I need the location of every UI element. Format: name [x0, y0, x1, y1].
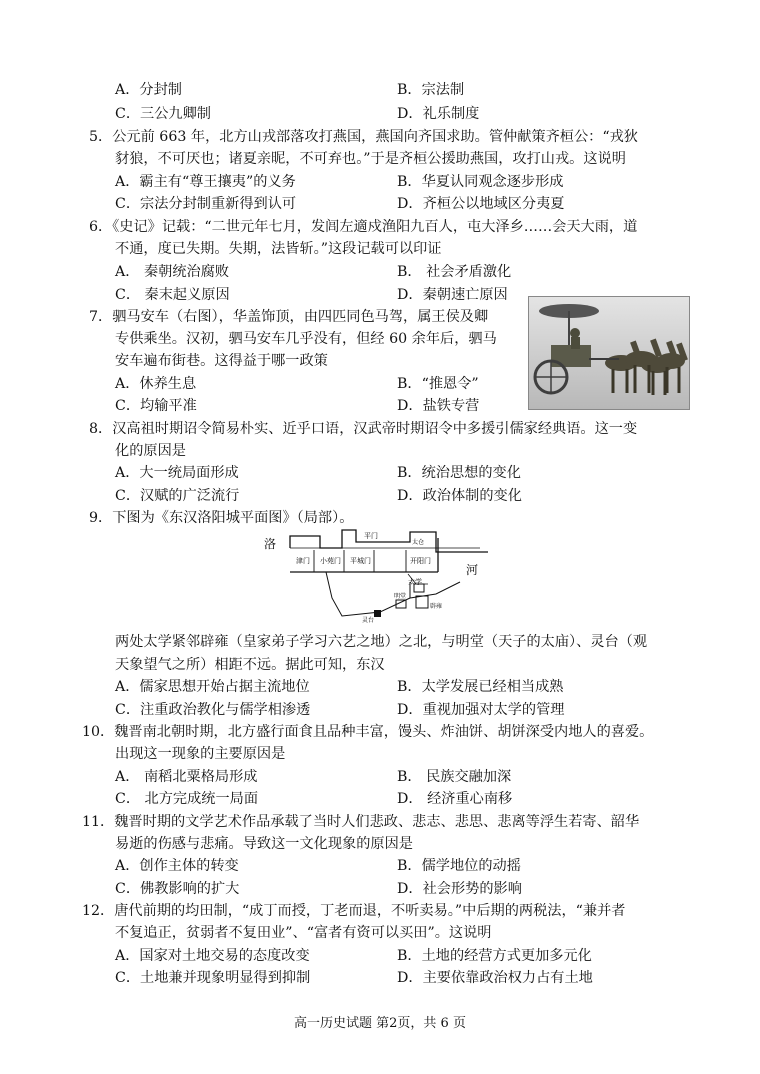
q11-option-c: C．佛教影响的扩大	[115, 881, 240, 897]
q6-option-b: B． 社会矛盾激化	[397, 264, 512, 280]
q12-stem-line-1: 12．唐代前期的均田制，“成丁而授，丁老而退，不听卖易。”中后期的两税法，“兼并者	[82, 903, 626, 919]
q4-option-d: D．礼乐制度	[397, 106, 480, 122]
q11-stem-line-1: 11．魏晋时期的文学艺术作品承载了当时人们悲政、悲志、悲思、悲离等浮生若寄、韶华	[82, 814, 640, 830]
q12-option-d: D．主要依靠政治权力占有土地	[397, 970, 593, 986]
q6-option-a: A． 秦朝统治腐败	[115, 264, 230, 280]
q7-stem-line-1: 7．驷马安车（右图），华盖饰顶，由四匹同色马驾，属王侯及卿	[89, 309, 489, 325]
q8-stem-line-2: 化的原因是	[115, 443, 186, 459]
q7-option-c: C．均输平准	[115, 398, 197, 414]
q7-stem-line-2: 专供乘坐。汉初，驷马安车几乎没有，但经 60 余年后，驷马	[115, 331, 497, 347]
q9-option-d: D．重视加强对太学的管理	[397, 702, 565, 718]
q11-option-a: A．创作主体的转变	[115, 858, 239, 874]
q11-stem-line-2: 易逝的伤感与悲痛。导致这一文化现象的原因是	[115, 836, 413, 852]
q4-option-c: C．三公九卿制	[115, 106, 211, 122]
luoyang-city-map	[260, 524, 488, 624]
q9-stem-line-2: 两处太学紧邻辟雍（皇家弟子学习六艺之地）之北，与明堂（天子的太庙）、灵台（观	[115, 634, 648, 650]
map-label-pingmen: 平门	[364, 532, 378, 540]
q5-option-d: D．齐桓公以地域区分夷夏	[397, 196, 565, 212]
q8-stem-line-1: 8．汉高祖时期诏令简易朴实、近乎口语，汉武帝时期诏令中多援引儒家经典语。这一变	[89, 421, 638, 437]
map-label-mingtang: 明堂	[394, 593, 407, 600]
q7-option-a: A．休养生息	[115, 376, 197, 392]
map-gate-jinmen: 津门	[296, 557, 310, 565]
q4-option-b: B．宗法制	[397, 82, 465, 98]
map-label-lingtai: 灵台	[362, 617, 375, 624]
map-gate-kaiyangmen: 开阳门	[410, 557, 431, 565]
map-label-biyong: 辟雍	[430, 603, 443, 610]
map-label-he: 河	[466, 563, 479, 577]
q8-option-d: D．政治体制的变化	[397, 488, 522, 504]
q7-option-b: B．“推恩令”	[397, 376, 479, 392]
q5-stem-line-2: 豺狼，不可厌也；诸夏亲昵，不可弃也。”于是齐桓公援助燕国，攻打山戎。这说明	[115, 151, 626, 167]
q12-option-c: C．土地兼并现象明显得到抑制	[115, 970, 311, 986]
q9-option-a: A．儒家思想开始占据主流地位	[115, 679, 310, 695]
q10-stem-line-2: 出现这一现象的主要原因是	[115, 746, 286, 762]
q6-option-d: D．秦朝速亡原因	[397, 287, 508, 303]
q6-stem-line-1: 6．《史记》记载：“二世元年七月，发闾左適戍渔阳九百人，屯大泽乡……会天大雨，道	[89, 219, 638, 235]
map-gate-xiaoyuanmen: 小苑门	[320, 557, 341, 565]
q9-stem-line-1: 9．下图为《东汉洛阳城平面图》（局部）。	[89, 510, 354, 526]
q6-option-c: C． 秦末起义原因	[115, 287, 230, 303]
q5-option-b: B．华夏认同观念逐步形成	[397, 174, 564, 190]
map-gate-pingchengmen: 平城门	[350, 557, 371, 565]
q4-option-a: A．分封制	[115, 82, 182, 98]
q11-option-d: D．社会形势的影响	[397, 881, 522, 897]
q10-stem-line-1: 10．魏晋南北朝时期，北方盛行面食且品种丰富，馒头、炸油饼、胡饼深受内地人的喜爱。	[82, 724, 654, 740]
q7-stem-line-3: 安车遍布街巷。这得益于哪一政策	[115, 353, 328, 369]
q9-option-c: C．注重政治教化与儒学相渗透	[115, 702, 311, 718]
q8-option-c: C．汉赋的广泛流行	[115, 488, 240, 504]
q5-stem-line-1: 5．公元前 663 年，北方山戎部落攻打燕国，燕国向齐国求助。管仲献策齐桓公：“戎狄	[89, 129, 638, 145]
map-label-taicang: 太仓	[412, 539, 425, 546]
q5-option-c: C．宗法分封制重新得到认可	[115, 196, 297, 212]
q9-stem-line-3: 天象望气之所）相距不远。据此可知，东汉	[115, 657, 385, 673]
q12-stem-line-2: 不复追正，贫弱者不复田业”、“富者有资可以买田”。这说明	[115, 925, 492, 941]
map-label-luo: 洛	[264, 537, 277, 551]
q11-option-b: B．儒学地位的动摇	[397, 858, 521, 874]
q5-option-a: A．霸主有“尊王攘夷”的义务	[115, 174, 296, 190]
bronze-chariot-image	[528, 296, 690, 410]
q7-option-d: D．盐铁专营	[397, 398, 480, 414]
q9-option-b: B．太学发展已经相当成熟	[397, 679, 564, 695]
page-footer: 高一历史试题 第2页，共 6 页	[294, 1016, 466, 1031]
q10-option-a: A． 南稻北粟格局形成	[115, 769, 258, 785]
q12-option-a: A．国家对土地交易的态度改变	[115, 948, 310, 964]
q10-option-b: B． 民族交融加深	[397, 769, 512, 785]
map-label-taixue: 太学	[408, 578, 422, 586]
q8-option-b: B．统治思想的变化	[397, 465, 521, 481]
q8-option-a: A．大一统局面形成	[115, 465, 239, 481]
q12-option-b: B．土地的经营方式更加多元化	[397, 948, 592, 964]
q10-option-c: C． 北方完成统一局面	[115, 791, 259, 807]
q10-option-d: D． 经济重心南移	[397, 791, 513, 807]
q6-stem-line-2: 不通，度已失期。失期，法皆斩。”这段记载可以印证	[115, 241, 442, 257]
